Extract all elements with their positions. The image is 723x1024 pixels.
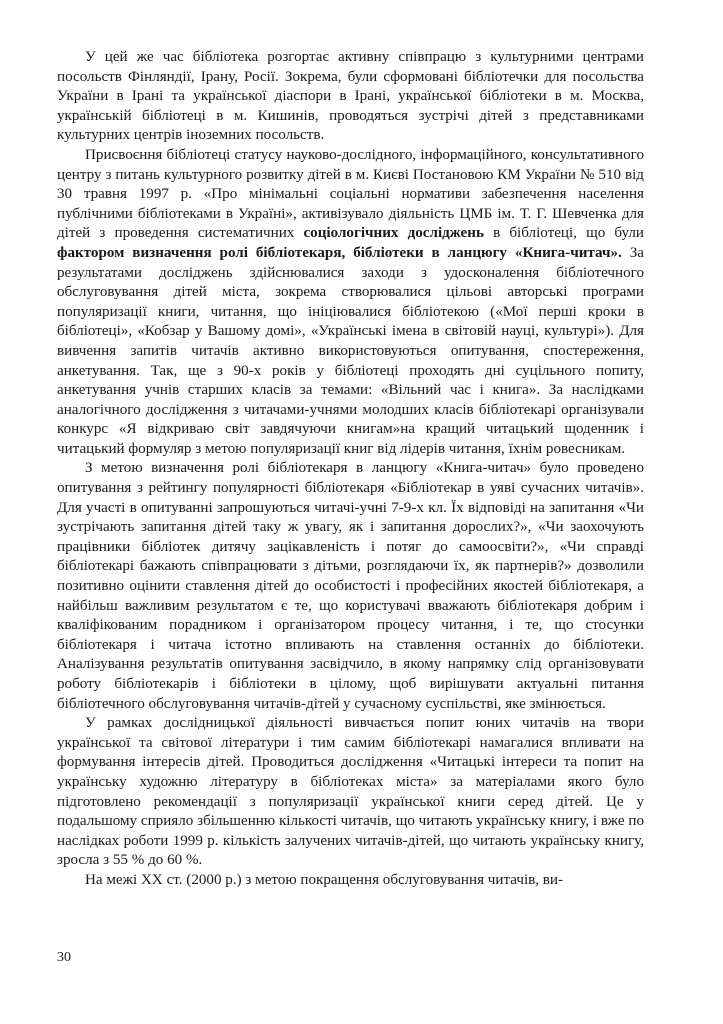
paragraph-1 [57,48,644,146]
paragraph-2-text-b: в бібліотеці, що були [483,225,645,242]
paragraph-2 [57,146,644,460]
paragraph-2-bold-librarian-role: фактором визначення ролі бібліотекаря, бібліотеки в ланцюгу «Книга-читач». [57,244,622,261]
paragraph-5 [57,871,644,891]
page-body [57,48,644,891]
page-number: 30 [57,950,71,965]
paragraph-2-text-c: За результатами досліджень здійснювалися заходи з удосконалення бібліотечного обслуговування дітей міста, зокрема створювалися цільові авторські програми популяризації книги, читання, що ініціювалися бібліотекою («Мої перші кроки в бібліотеці», «Кобзар у Вашому домі», «Українські імена в світовій науці, культурі»). Для вивчення запитів читачів активно використовуються опитування, спостереження, анкетування. Так, ще з 90-х років у бібліотеці проходять дні суцільного попиту, анкетування учнів старших класів за темами: «Вільний час і книга». За наслідками аналогічного дослідження з читачами-учнями молодших класів бібліотекарі організували конкурс «Я відкриваю світ завдячуючи книгам»на кращий читацький щоденник і читацький формуляр з метою популяризації книг від лідерів читання, їхнім ровесникам. [57,244,644,457]
paragraph-4-text: У рамках дослідницької діяльності вивчається попит юних читачів на твори української та світової літератури і тим самим бібліотекарі намагалися впливати на формування інтересів дітей. Проводиться дослідження «Читацькі інтереси та попит на українську художню літературу в бібліотеках міста» за матеріалами якого було підготовлено рекомендації з популяризації української книги серед дітей. Це у подальшому сприяло збільшенню кількості читачів, що читають українську книгу, і вже по наслідках роботи 1999 р. кількість залучених читачів-дітей, що читають українську книгу, зросла з 55 % до 60 %. [57,715,644,869]
paragraph-2-text-a: Присвоєння бібліотеці статусу науково-дослідного, інформаційного, консультативного центру з питань культурного розвитку дітей в м. Києві Постановою КМ України № 510 від 30 травня 1997 р. «Про мінімальні соціальні нормативи забезпечення населення публічними бібліотеками в Україні», активізувало діяльність ЦМБ ім. Т. Г. Шевченка для дітей з проведення систематичних [57,146,644,242]
paragraph-2-bold-sociological-research: соціологічних досліджень [303,225,484,242]
paragraph-3-text: З метою визначення ролі бібліотекаря в ланцюгу «Книга-читач» було проведено опитування з рейтингу популярності бібліотекаря «Бібліотекар в уяві сучасних читачів». Для участі в опитуванні запрошуються читачі-учні 7-9-х кл. Їх відповіді на запитання «Чи зустрічають запитання дітей таку ж увагу, як і запитання дорослих?», «Чи заохочують працівники бібліотек дитячу зацікавленість і потяг до самоосвіти?», «Чи справді бібліотекарі бажають співпрацювати з дітьми, розглядаючи їх, як партнерів?» дозволили позитивно оцінити ставлення дітей до особистості і професійних якостей бібліотекаря, а найбільш важливим результатом є те, що користувачі вважають бібліотекаря добрим і кваліфікованим порадником і організатором процесу читання, і те, що стосунки бібліотекаря і читача істотно впливають на ставлення останніх до бібліотеки. Аналізування результатів опитування засвідчило, в якому напрямку слід організовувати роботу бібліотекарів і бібліотеки в цілому, щоб вирішувати актуальні питання бібліотечного обслуговування читачів-дітей у сучасному суспільстві, яке змінюється. [57,460,644,712]
paragraph-1-text: У цей же час бібліотека розгортає активну співпрацю з культурними центрами посольств Фінляндії, Ірану, Росії. Зокрема, були сформовані бібліотечки для посольства України в Ірані та української діаспори в Ірані, української бібліотеки в м. Москва, українській бібліотеці в м. Кишинів, проводяться зустрічі дітей з представниками культурних центрів іноземних посольств. [57,49,644,144]
paragraph-3 [57,459,644,714]
paragraph-4 [57,714,644,871]
paragraph-5-text: На межі ХХ ст. (2000 р.) з метою покращення обслуговування читачів, ви- [85,871,564,888]
